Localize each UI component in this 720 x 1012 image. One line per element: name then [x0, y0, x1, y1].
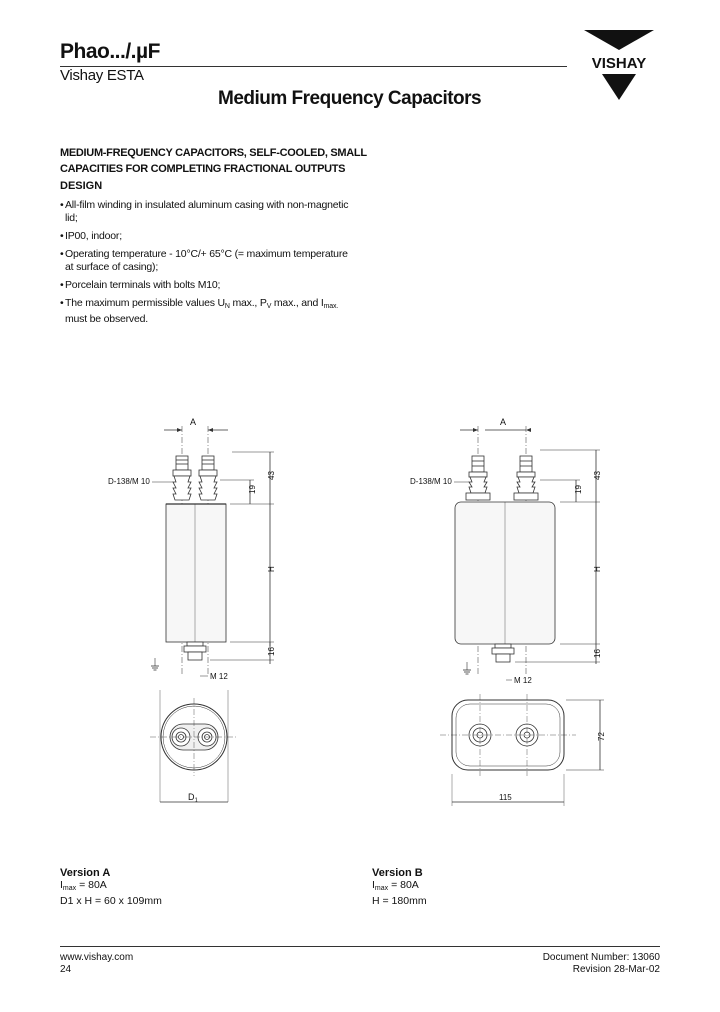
version-b-drawing — [410, 417, 606, 806]
document-number: Document Number: 13060 — [542, 952, 660, 963]
page-number: 24 — [60, 964, 72, 975]
dim-43-b: 43 — [593, 471, 602, 480]
version-b-title: Version B — [372, 867, 423, 879]
bullet-item: • All-film winding in insulated aluminum casing with non-magnetic lid; — [60, 199, 350, 225]
terminal-left-b — [466, 456, 490, 500]
terminal-right-b — [514, 456, 538, 500]
revision-date: Revision 28-Mar-02 — [572, 964, 660, 975]
dim-d1-a: $D_1$ — [188, 792, 198, 804]
version-b-imax: $I_{max} = 80A$ — [372, 879, 419, 892]
dim-19-a: 19 — [248, 485, 257, 494]
version-b-size: H = 180mm — [372, 895, 427, 907]
dim-16-b: 16 — [593, 649, 602, 658]
version-a-imax: $I_{max} = 80A$ — [60, 879, 107, 892]
dim-h-a: H — [267, 566, 276, 572]
design-label: DESIGN — [60, 180, 103, 192]
footer-left — [60, 952, 133, 976]
bullet-item: • Operating temperature - 10°C/+ 65°C (= maximum temperature at surface of casing); — [60, 248, 350, 274]
technical-drawing — [100, 410, 620, 820]
company-name: Vishay ESTA — [60, 67, 144, 84]
version-a-title: Version A — [60, 867, 111, 879]
version-a-drawing — [108, 417, 276, 804]
vishay-logo — [582, 28, 656, 100]
footer-rule — [60, 946, 660, 947]
dim-72: 72 — [597, 732, 606, 741]
version-a-size: D1 x H = 60 x 109mm — [60, 895, 162, 907]
bullet-item: • Porcelain terminals with bolts M10; — [60, 279, 350, 292]
document-heading: Medium Frequency Capacitors — [218, 88, 482, 109]
terminal-right — [199, 456, 217, 500]
dim-label-a-b: A — [500, 417, 507, 427]
dim-115: 115 — [499, 793, 512, 802]
terminal-left — [173, 456, 191, 500]
dim-19-b: 19 — [574, 485, 583, 494]
section-title: MEDIUM-FREQUENCY CAPACITORS, SELF-COOLED, SMALL CAPACITIES FOR COMPLETING FRACTIONAL OUTPUTS — [60, 147, 367, 175]
dim-label-a: A — [190, 417, 197, 427]
bullet-item: • The maximum permissible values $U_N$ max., $P_V$ max., and $I_{max.}$ must be observed. — [60, 297, 350, 326]
dim-h-b: H — [593, 566, 602, 572]
page-title: Phao.../.µF — [60, 40, 160, 63]
logo-text: VISHAY — [591, 55, 647, 72]
label-d138-a: D-138/M 10 — [108, 477, 150, 486]
capacitor-body-a — [166, 504, 226, 642]
label-m12-b: M 12 — [514, 676, 532, 685]
bullet-item: • IP00, indoor; — [60, 230, 350, 243]
dim-16-a: 16 — [267, 647, 276, 656]
label-m12-a: M 12 — [210, 672, 228, 681]
version-b — [372, 867, 427, 907]
version-a — [60, 867, 162, 907]
design-bullets — [60, 199, 350, 331]
dim-43-a: 43 — [267, 471, 276, 480]
footer-right — [543, 952, 660, 976]
label-d138-b: D-138/M 10 — [410, 477, 452, 486]
website-link[interactable]: www.vishay.com — [60, 952, 134, 963]
